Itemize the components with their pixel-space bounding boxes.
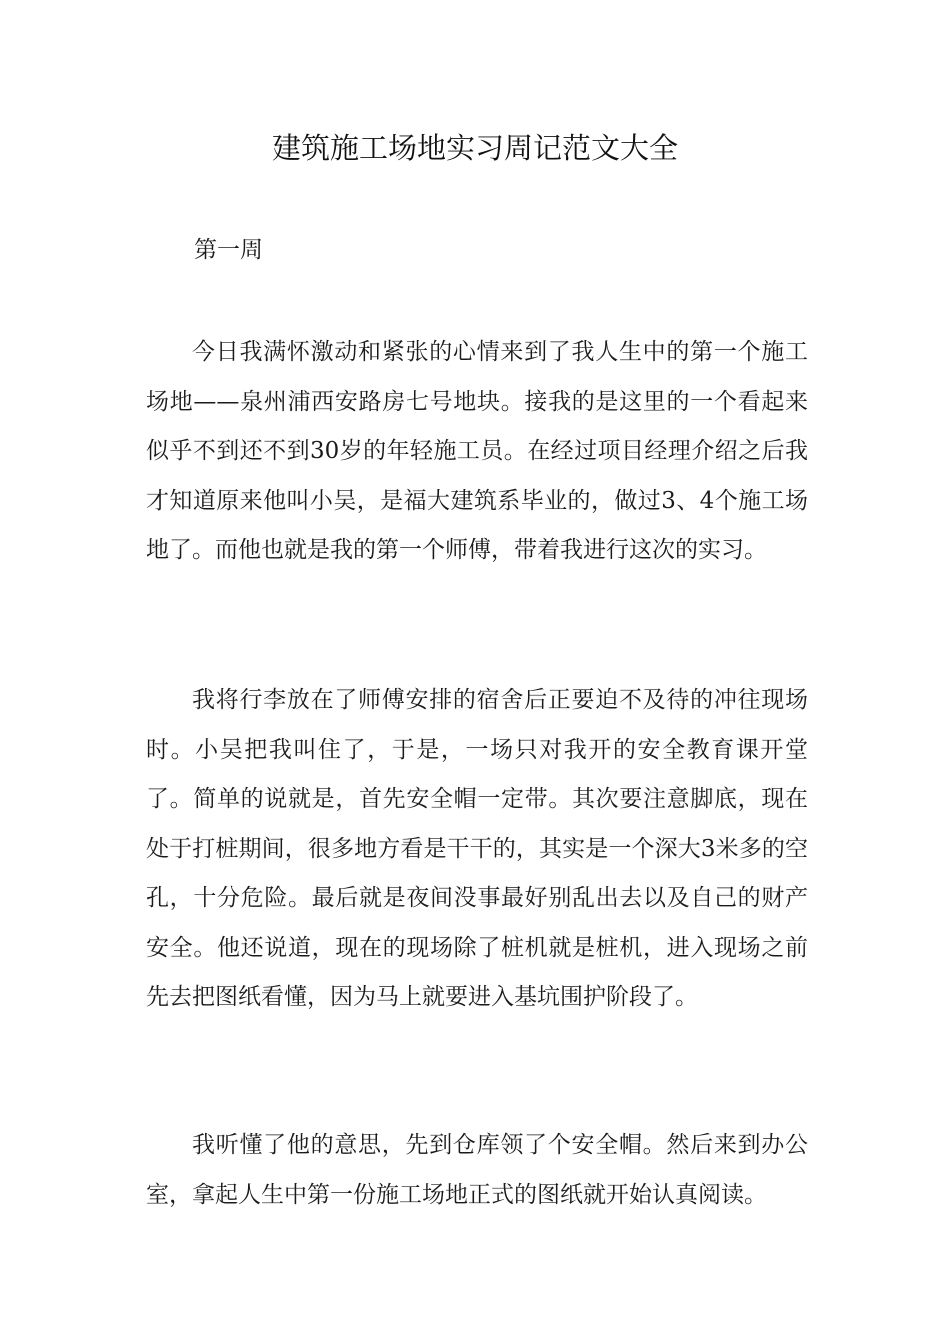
body-paragraph: 今日我满怀激动和紧张的心情来到了我人生中的第一个施工场地——泉州浦西安路房七号地块。接我的是这里的一个看起来似乎不到还不到30岁的年轻施工员。在经过项目经理介绍之后我才知道原来他叫小吴，是福大建筑系毕业的，做过3、4个施工场地了。而他也就是我的第一个师傅，带着我进行这次的实习。 bbox=[146, 339, 808, 563]
document-title: 建筑施工场地实习周记范文大全 bbox=[271, 131, 678, 165]
body-paragraph: 我将行李放在了师傅安排的宿舍后正要迫不及待的冲往现场时。小吴把我叫住了，于是，一场只对我开的安全教育课开堂了。简单的说就是，首先安全帽一定带。其次要注意脚底，现在处于打桩期间，很多地方看是干干的，其实是一个深大3米多的空孔，十分危险。最后就是夜间没事最好别乱出去以及自己的财产安全。他还说道，现在的现场除了桩机就是桩机，进入现场之前先去把图纸看懂，因为马上就要进入基坑围护阶段了。 bbox=[146, 687, 808, 1010]
section-heading-week-one: 第一周 bbox=[194, 237, 263, 263]
body-paragraph: 我听懂了他的意思，先到仓库领了个安全帽。然后来到办公室，拿起人生中第一份施工场地正式的图纸就开始认真阅读。 bbox=[146, 1132, 808, 1208]
